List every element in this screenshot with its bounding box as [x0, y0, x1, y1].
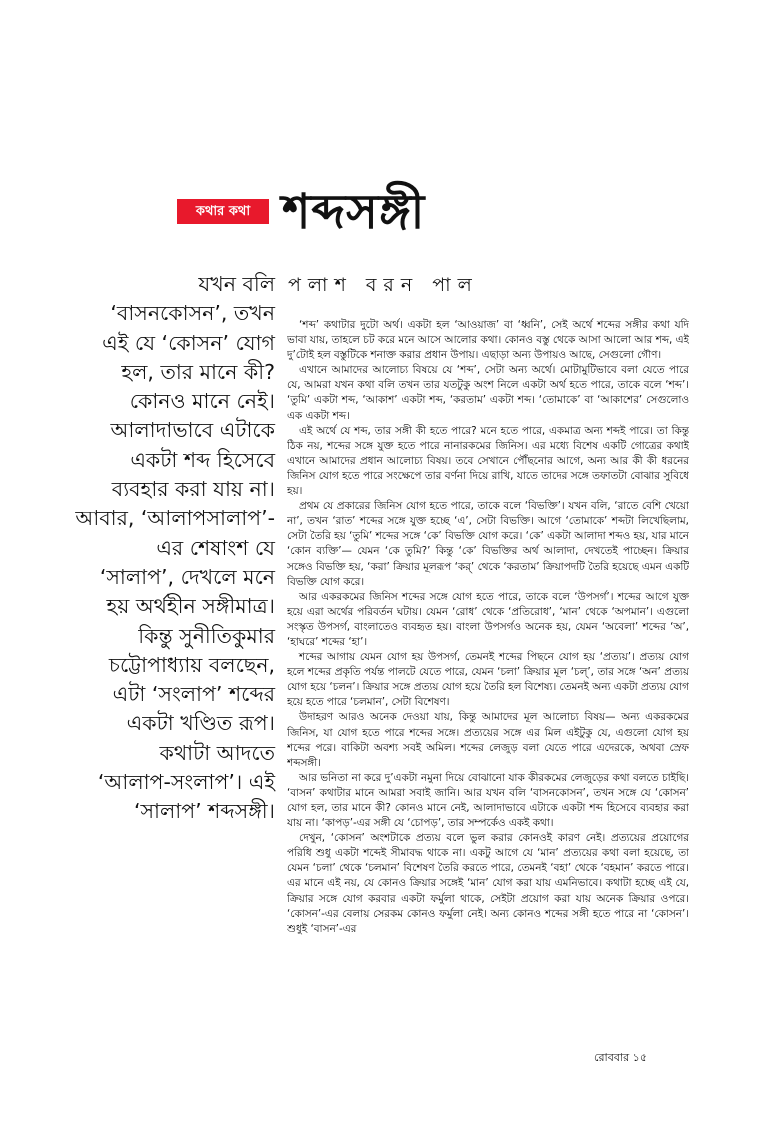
pull-quote-line: এটা ‘সংলাপ’ শব্দের: [112, 682, 275, 707]
body-paragraph: আর একরকমের জিনিস শব্দের সঙ্গে যোগ হতে পারে, তাকে বলে ‘উপসর্গ’। শব্দের আগে যুক্ত হয়ে এরা অর্থের পরিবর্তন ঘটায়। যেমন ‘রোধ’ থেকে ‘প্রতিরোধ’, ‘মান’ থেকে ‘অপমান’। এগুলো সংস্কৃত উপসর্গ, বাংলাতেও ব্যবহৃত হয়। বাংলা উপসর্গও অনেক হয়, যেমন ‘অবেলা’ শব্দের ‘অ’, ‘হাঘরে’ শব্দের ‘হা’।: [287, 590, 689, 648]
pull-quote-line: কিন্তু সুনীতিকুমার: [138, 623, 275, 648]
pull-quote-line: যখন বলি: [198, 272, 275, 296]
article-body: [287, 318, 689, 1048]
page-footer: রোববার ১৫: [594, 1051, 647, 1064]
pull-quote-line: ‘আলাপ-সংলাপ’। এই: [97, 770, 275, 795]
pull-quote-line: ‘বাসনকোসন’, তখন: [110, 301, 275, 326]
pull-quote-line: ব্যবহার করা যায় না।: [111, 477, 275, 502]
pull-quote-line: হল, তার মানে কী?: [121, 359, 275, 384]
pull-quote-line: হয় অর্থহীন সঙ্গীমাত্র।: [106, 594, 275, 619]
pull-quote: [70, 270, 275, 827]
pull-quote-line: এই যে ‘কোসন’ যোগ: [102, 330, 275, 355]
body-paragraph: এখানে আমাদের আলোচ্য বিষয়ে যে ‘শব্দ’, সেটা অন্য অর্থে। মোটামুটিভাবে বলা যেতে পারে যে, আমরা যখন কথা বলি তখন তার যতটুকু অংশ নিলে একটা অর্থ হতে পারে, তাকে বলে ‘শব্দ’। ‘তুমি’ একটা শব্দ, ‘আকাশ’ একটা শব্দ, ‘করতাম’ একটা শব্দ। ‘তোমাকে’ বা ‘আকাশের’ সেগুলোও এক একটা শব্দ।: [287, 364, 689, 422]
pull-quote-line: আবার, ‘আলাপসালাপ’-: [75, 506, 275, 531]
pull-quote-line: ‘সালাপ’ শব্দসঙ্গী।: [133, 799, 275, 824]
author-byline: পলাশ বরন পাল: [288, 274, 479, 296]
pull-quote-line: ‘সালাপ’, দেখলে মনে: [99, 564, 275, 589]
body-paragraph: উদাহরণ আরও অনেক দেওয়া যায়, কিন্তু আমাদের মূল আলোচ্য বিষয়— অন্য একরকমের জিনিস, যা যোগ হতে পারে শব্দের সঙ্গে। প্রত্যয়ের সঙ্গে এর মিল এইটুকু যে, এগুলো যোগ হয় শব্দের পরে। বাকিটা অবশ্য সবই অমিল। শব্দের লেজুড় বলা যেতে পারে এদেরকে, অথবা স্রেফ শব্দসঙ্গী।: [287, 711, 689, 769]
body-paragraph: ‘শব্দ’ কথাটার দুটো অর্থ। একটা হল ‘আওয়াজ’ বা ‘ধ্বনি’, সেই অর্থে শব্দের সঙ্গীর কথা যদি ভাবা যায়, তাহলে চট করে মনে আসে আলোর কথা। কোনও বস্তু থেকে আসা আলো আর শব্দ, এই দু’টোই হল বস্তুটিকে শনাক্ত করার প্রধান উপায়। এছাড়া অন্য উপায়ও আছে, সেগুলো গৌণ।: [287, 319, 689, 362]
pull-quote-line: চট্টোপাধ্যায় বলছেন,: [108, 652, 275, 677]
body-paragraph: শব্দের আগায় যেমন যোগ হয় উপসর্গ, তেমনই শব্দের পিছনে যোগ হয় ‘প্রত্যয়’। প্রত্যয় যোগ হলে শব্দের প্রকৃতি পর্যন্ত পালটে যেতে পারে, যেমন ‘চলা’ ক্রিয়ার মূল ‘চল্’, তার সঙ্গে ‘অন’ প্রত্যয় যোগ হয়ে ‘চলন’। ক্রিয়ার সঙ্গে প্রত্যয় যোগ হয়ে তৈরি হল বিশেষ্য। তেমনই অন্য একটা প্রত্যয় যোগ হয়ে হতে পারে ‘চলমান’, সেটা বিশেষণ।: [287, 651, 689, 709]
pull-quote-line: কোনও মানে নেই।: [129, 389, 275, 414]
body-paragraph: আর ভনিতা না করে দু’একটা নমুনা দিয়ে বোঝানো যাক কীরকমের লেজুড়ের কথা বলতে চাইছি। ‘বাসন’ কথাটার মানে আমরা সবাই জানি। আর যখন বলি ‘বাসনকোসন’, তখন সঙ্গে যে ‘কোসন’ যোগ হল, তার মানে কী? কোনও মানে নেই, আলাদাভাবে এটাকে একটা শব্দ হিসেবে ব্যবহার করা যায় না। ‘কাপড়’-এর সঙ্গী যে ‘চোপড়’, তার সম্পর্কেও একই কথা।: [287, 771, 689, 830]
body-paragraph: প্রথম যে প্রকারের জিনিস যোগ হতে পারে, তাকে বলে ‘বিভক্তি’। যখন বলি, ‘রাতে বেশি খেয়ো না’, তখন ‘রাত’ শব্দের সঙ্গে যুক্ত হচ্ছে ‘এ’, সেটা বিভক্তি। আগে ‘তোমাকে’ শব্দটা লিখেছিলাম, সেটা তৈরি হয় ‘তুমি’ শব্দের সঙ্গে ‘কে’ বিভক্তি যোগ করে। ‘কে’ একটা আলাদা শব্দও হয়, যার মানে ‘কোন ব্যক্তি’— যেমন ‘কে তুমি?’ কিন্তু ‘কে’ বিভক্তির অর্থ আলাদা, দেখতেই পাচ্ছেন। ক্রিয়ার সঙ্গেও বিভক্তি হয়, ‘করা’ ক্রিয়ার মূলরূপ ‘কর্’ থেকে ‘করতাম’ ক্রিয়াপদটি তৈরি হয়েছে এমন একটি বিভক্তি যোগ করে।: [287, 500, 689, 588]
section-tag: কথার কথা: [177, 199, 269, 224]
pull-quote-line: একটা শব্দ হিসেবে: [130, 447, 275, 472]
body-paragraph: এই অর্থে যে শব্দ, তার সঙ্গী কী হতে পারে? মনে হতে পারে, একমাত্র অন্য শব্দই পারে। তা কিন্তু ঠিক নয়, শব্দের সঙ্গে যুক্ত হতে পারে নানারকমের জিনিস। এর মধ্যে বিশেষ একটি গোত্রের কথাই এখানে আমাদের প্রধান আলোচ্য বিষয়। তবে সেখানে পৌঁছনোর আগে, অন্য আর কী কী ধরনের জিনিস যোগ হতে পারে সংক্ষেপে তার বর্ণনা দিয়ে রাখি, যাতে তাদের সঙ্গে তফাতটা বোঝার সুবিধে হয়।: [287, 424, 689, 498]
pull-quote-line: এর শেষাংশ যে: [156, 535, 275, 560]
pull-quote-line: কথাটা আদতে: [159, 740, 275, 765]
pull-quote-line: আলাদাভাবে এটাকে: [110, 418, 275, 443]
body-paragraph: দেখুন, ‘কোসন’ অংশটাকে প্রত্যয় বলে ভুল করার কোনওই কারণ নেই। প্রত্যয়ের প্রয়োগের পরিধি শুধু একটা শব্দেই সীমাবদ্ধ থাকে না। একটু আগে যে ‘মান’ প্রত্যয়ের কথা বলা হয়েছে, তা যেমন ‘চলা’ থেকে ‘চলমান’ বিশেষণ তৈরি করতে পারে, তেমনই ‘বহা’ থেকে ‘বহমান’ করতে পারে। এর মানে এই নয়, যে কোনও ক্রিয়ার সঙ্গেই ‘মান’ যোগ করা যায় এমনিভাবে। কথাটা হচ্ছে এই যে, ক্রিয়ার সঙ্গে যোগ করবার একটা ফর্মুলা থাকে, সেইটা প্রয়োগ করা যায় অনেক ক্রিয়ার ওপরে। ‘কোসন’-এর বেলায় সেরকম কোনও ফর্মুলা নেই। অন্য কোনও শব্দের সঙ্গী হতে পারে না ‘কোসন’। শুধুই ‘বাসন’-এর: [287, 832, 689, 935]
pull-quote-line: একটা খণ্ডিত রূপ।: [126, 711, 275, 736]
article-title: শব্দসঙ্গী: [282, 184, 426, 240]
